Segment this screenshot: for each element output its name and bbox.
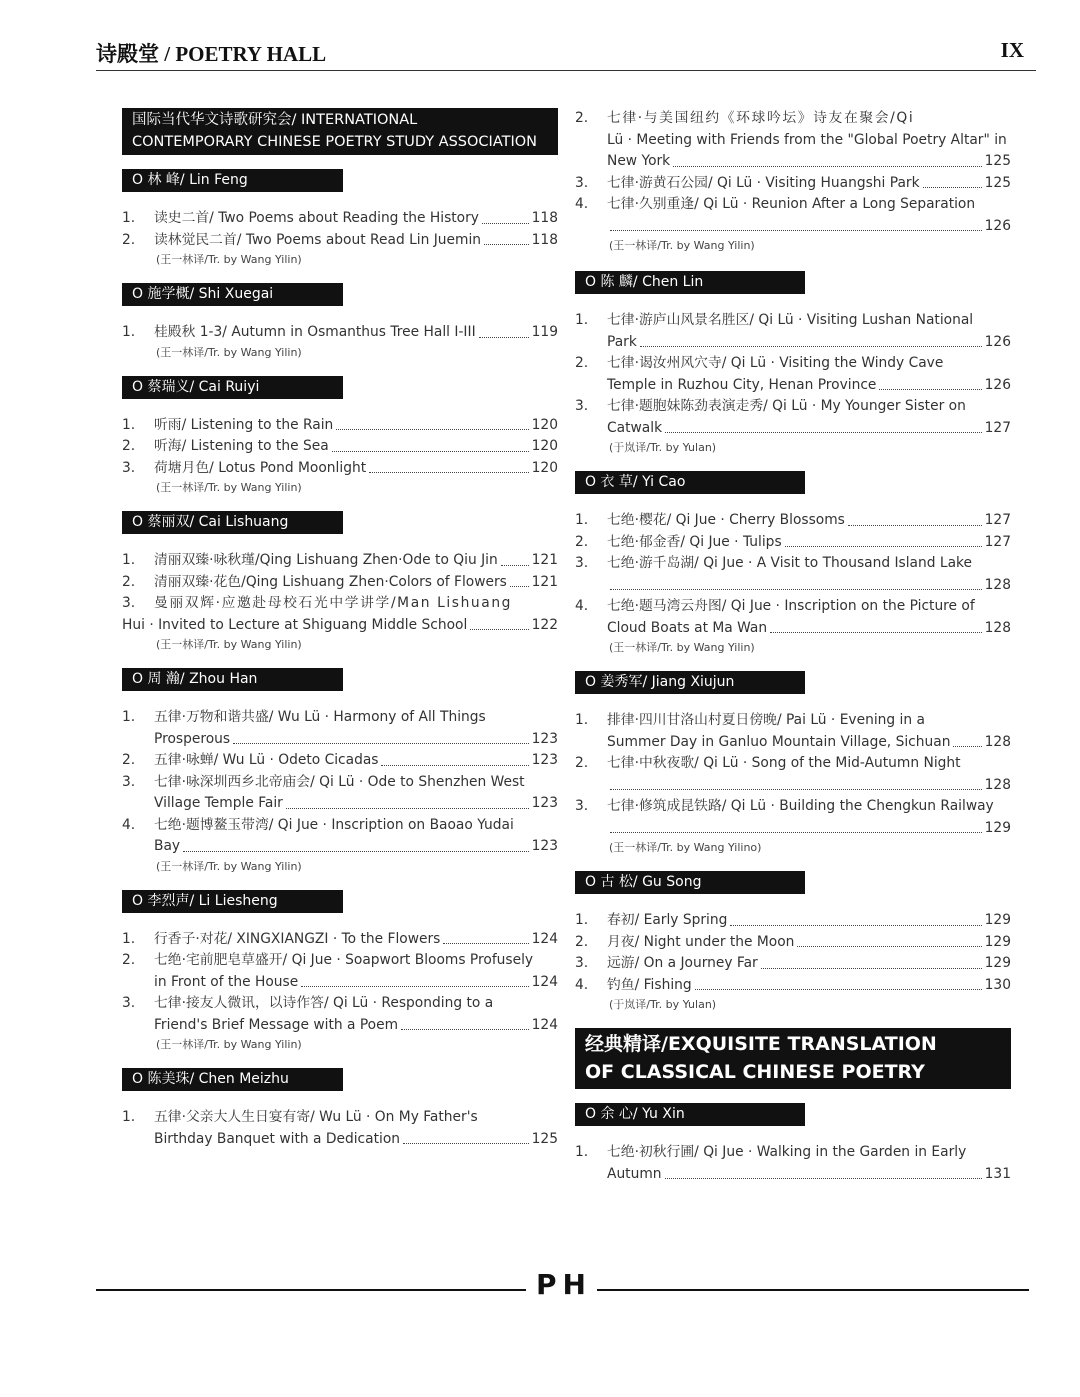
toc-entry[interactable] (575, 353, 1011, 396)
entry-title: 七律·与美国纽约《环球吟坛》诗友在聚会/Qi (607, 110, 915, 126)
dot-leader (510, 586, 529, 587)
entry-number: 4. (575, 598, 589, 614)
toc-entry[interactable] (575, 596, 1011, 639)
toc-entry[interactable] (122, 415, 558, 437)
entry-line (154, 793, 558, 815)
entry-number: 1. (575, 1144, 589, 1160)
entry-number: 4. (575, 976, 589, 993)
entry-number: 3. (575, 174, 589, 191)
translator-credit: (于岚译/Tr. by Yulan) (609, 998, 717, 1011)
entry-page-number: 123 (531, 752, 558, 768)
toc-entry[interactable] (122, 550, 558, 572)
entry-number: 2. (122, 573, 136, 590)
entry-line (607, 796, 1011, 818)
dot-leader (470, 629, 528, 630)
entry-number: 2. (122, 231, 136, 248)
entry-title: Prosperous (154, 730, 231, 747)
translator-credit: (王一林译/Tr. by Wang Yilin) (156, 638, 302, 651)
author-section (122, 283, 558, 362)
entry-line (607, 818, 1011, 840)
entry-line (154, 993, 558, 1015)
author-heading: O 李烈声/ Li Liesheng (122, 890, 343, 913)
entry-line (607, 532, 1011, 554)
entry-title: New York (607, 153, 671, 169)
toc-entry[interactable] (122, 322, 558, 344)
entry-title: Friend's Brief Message with a Poem (154, 1016, 399, 1033)
entry-title: Park (607, 333, 637, 350)
entry-title: 七律·游庐山风景名胜区/ Qi Lü · Visiting Lushan National (607, 312, 974, 328)
entry-line (154, 772, 558, 794)
toc-entry[interactable] (122, 1107, 558, 1150)
toc-entry[interactable] (122, 950, 558, 993)
author-heading: O 周 瀚/ Zhou Han (122, 668, 343, 691)
entry-number: 2. (575, 933, 589, 950)
header-rule (96, 70, 1036, 71)
entry-title: 七律·修筑成昆铁路/ Qi Lü · Building the Chengkun Railway (607, 798, 994, 814)
entry-title: in Front of the House (154, 973, 299, 990)
translator-credit: (于岚译/Tr. by Yulan) (609, 441, 717, 454)
entry-number: 2. (122, 438, 136, 454)
entry-line (607, 575, 1011, 597)
author-heading: O 陈 麟/ Chen Lin (575, 271, 805, 294)
entry-line (607, 194, 1011, 216)
entry-title: Birthday Banquet with a Dedication (154, 1130, 401, 1147)
entry-page-number: 126 (984, 217, 1011, 234)
entry-number: 2. (122, 952, 136, 968)
entry-line (154, 1107, 558, 1129)
entry-title: 七律·游黄石公园/ Qi Lü · Visiting Huangshi Park (607, 174, 920, 191)
author-section (122, 890, 558, 1055)
entry-line (154, 572, 558, 594)
entry-number: 3. (122, 459, 136, 476)
entry-line (607, 932, 1011, 954)
entry-title: 七律·咏深圳西乡北帝庙会/ Qi Lü · Ode to Shenzhen West (154, 773, 525, 790)
dot-leader (879, 389, 981, 390)
entry-title: 七绝·题博鳌玉带湾/ Qi Jue · Inscription on Baoao Yudai (154, 816, 514, 833)
entry-line (154, 458, 558, 480)
dot-leader (301, 986, 528, 987)
dot-leader (761, 968, 982, 969)
entry-page-number: 128 (984, 733, 1011, 750)
right-last-section (575, 1103, 1011, 1185)
dot-leader (665, 432, 982, 433)
dot-leader (443, 943, 528, 944)
toc-entry[interactable] (575, 396, 1011, 439)
dot-leader (770, 632, 982, 633)
toc-entry[interactable] (122, 458, 558, 480)
toc-entry[interactable] (575, 310, 1011, 353)
entry-line (154, 436, 558, 458)
classical-translation-banner (575, 1028, 1011, 1089)
entry-number: 3. (122, 995, 136, 1011)
dot-leader (183, 851, 529, 852)
entry-line (154, 322, 558, 344)
entry-number: 1. (122, 930, 136, 947)
entry-page-number: 130 (984, 976, 1011, 993)
entry-line (607, 596, 1011, 618)
entry-number: 3. (575, 955, 589, 971)
left-column (122, 108, 558, 1150)
dot-leader (610, 789, 982, 790)
dot-leader (484, 244, 529, 245)
entry-title: Cloud Boats at Ma Wan (607, 619, 768, 636)
entry-page-number: 124 (531, 930, 558, 947)
dot-leader (401, 1029, 529, 1030)
entry-page-number: 129 (984, 819, 1011, 836)
entry-line (154, 208, 558, 230)
entry-line (607, 1164, 1011, 1186)
entry-title: 五律·父亲大人生日宴有寄/ Wu Lü · On My Father's (154, 1109, 478, 1125)
toc-entry[interactable] (575, 108, 1011, 173)
entry-page-number: 124 (531, 973, 558, 990)
dot-leader (482, 223, 529, 224)
entry-title: 清丽双臻·咏秋瑾/Qing Lishuang Zhen·Ode to Qiu Jin (154, 552, 498, 568)
author-heading: O 蔡丽双/ Cai Lishuang (122, 511, 343, 534)
entry-page-number: 127 (984, 419, 1011, 436)
entry-line (154, 929, 558, 951)
entry-number: 1. (122, 324, 136, 340)
author-heading: O 余 心/ Yu Xin (575, 1103, 805, 1126)
toc-entry[interactable] (575, 510, 1011, 532)
dot-leader (403, 1143, 529, 1144)
toc-entry[interactable] (122, 815, 558, 858)
dot-leader (665, 1178, 982, 1179)
entry-number: 3. (122, 773, 136, 790)
author-heading: O 古 松/ Gu Song (575, 871, 805, 894)
toc-entry[interactable] (575, 173, 1011, 195)
entry-title: 七律·接友人微讯，以诗作答/ Qi Lü · Responding to a (154, 995, 494, 1011)
classical-banner-line: OF CLASSICAL CHINESE POETRY (585, 1061, 925, 1083)
entry-page-number: 128 (984, 576, 1011, 593)
entry-number: 4. (575, 196, 589, 212)
translator-credit: (王一林译/Tr. by Wang Yilin) (609, 641, 755, 654)
entry-title: 钓鱼/ Fishing (607, 976, 692, 993)
page-number: IX (1000, 38, 1024, 62)
entry-line (154, 1015, 558, 1037)
author-section (122, 1068, 558, 1150)
entry-title: 行香子·对花/ XINGXIANGZI · To the Flowers (154, 930, 441, 947)
entry-page-number: 131 (984, 1165, 1011, 1182)
author-section (122, 668, 558, 876)
author-heading: O 衣 草/ Yi Cao (575, 471, 805, 494)
toc-entry[interactable] (122, 572, 558, 594)
entry-page-number: 122 (531, 616, 558, 633)
entry-number: 2. (575, 755, 589, 771)
entry-number: 1. (122, 552, 136, 568)
entry-page-number: 118 (531, 231, 558, 248)
translator-credit: (王一林译/Tr. by Wang Yilin) (156, 859, 302, 873)
entry-title: Temple in Ruzhou City, Henan Province (607, 376, 877, 393)
entry-number: 2. (575, 355, 589, 371)
entry-title: 七律·中秋夜歌/ Qi Lü · Song of the Mid-Autumn Night (607, 755, 961, 771)
entry-number: 3. (575, 555, 589, 571)
translator-credit: (王一林译/Tr. by Wang Yilin) (156, 253, 302, 266)
toc-entry[interactable] (575, 910, 1011, 932)
entry-page-number: 124 (531, 1016, 558, 1033)
entry-number: 3. (575, 398, 589, 414)
entry-title: Lü · Meeting with Friends from the "Global Poetry Altar" in (607, 131, 1007, 148)
toc-entry[interactable] (122, 593, 558, 636)
entry-line (154, 230, 558, 252)
dot-leader (610, 230, 982, 231)
entry-line (607, 953, 1011, 975)
entry-line (607, 710, 1011, 732)
entry-title: 读史二首/ Two Poems about Reading the History (154, 210, 479, 226)
entry-page-number: 123 (531, 795, 558, 811)
dot-leader (640, 346, 982, 347)
author-heading: O 施学概/ Shi Xuegai (122, 283, 343, 306)
entry-number: 1. (122, 709, 136, 725)
author-heading: O 陈美珠/ Chen Meizhu (122, 1068, 343, 1091)
entry-line (607, 108, 1011, 130)
author-section (122, 511, 558, 654)
entry-page-number: 125 (984, 153, 1011, 169)
dot-leader (332, 451, 529, 452)
entry-title: 五律·咏蝉/ Wu Lü · Odeto Cicadas (154, 752, 379, 768)
author-section (122, 376, 558, 498)
translator-credit: (王一林译/Tr. by Wang Yilino) (609, 841, 762, 854)
entry-title: 七律·谒汝州风穴寺/ Qi Lü · Visiting the Windy Cave (607, 355, 944, 371)
association-banner (122, 108, 558, 155)
author-section (575, 471, 1011, 657)
entry-page-number: 128 (984, 776, 1011, 793)
author-section (575, 271, 1011, 457)
author-section (122, 169, 558, 269)
entry-line (607, 130, 1011, 152)
dot-leader (923, 187, 982, 188)
entry-page-number: 120 (531, 416, 558, 433)
entry-page-number: 123 (531, 730, 558, 747)
entry-title: 五律·万物和谐共盛/ Wu Lü · Harmony of All Things (154, 709, 486, 725)
dot-leader (381, 765, 528, 766)
entry-line (154, 415, 558, 437)
toc-entry[interactable] (122, 208, 558, 230)
entry-title: 七绝·初秋行圃/ Qi Jue · Walking in the Garden in Early (607, 1144, 967, 1160)
entry-title: 七律·题胞妹陈劲表演走秀/ Qi Lü · My Younger Sister on (607, 398, 966, 414)
entry-number: 1. (575, 512, 589, 528)
toc-entry[interactable] (122, 707, 558, 750)
toc-entry[interactable] (575, 532, 1011, 554)
entry-title: Village Temple Fair (154, 795, 283, 811)
toc-entry[interactable] (575, 553, 1011, 596)
entry-line (607, 732, 1011, 754)
dot-leader (730, 925, 981, 926)
toc-entry[interactable] (575, 953, 1011, 975)
author-section (575, 671, 1011, 857)
entry-number: 1. (122, 210, 136, 226)
dot-leader (610, 589, 982, 590)
entry-line (607, 173, 1011, 195)
classical-banner-line: 经典精译/EXQUISITE TRANSLATION (585, 1033, 937, 1055)
dot-leader (797, 946, 981, 947)
entry-title: 听海/ Listening to the Sea (154, 438, 329, 454)
entry-page-number: 127 (984, 512, 1011, 528)
entry-line (154, 707, 558, 729)
entry-line (607, 975, 1011, 997)
entry-page-number: 121 (531, 552, 558, 568)
author-section (575, 1103, 1011, 1185)
author-heading: O 姜秀军/ Jiang Xiujun (575, 671, 805, 694)
entry-line (122, 615, 558, 637)
entry-number: 1. (122, 1109, 136, 1125)
entry-page-number: 125 (531, 1130, 558, 1147)
footer-logo-ph: PH (536, 1268, 592, 1301)
entry-line (154, 750, 558, 772)
entry-page-number: 120 (531, 438, 558, 454)
entry-page-number: 120 (531, 459, 558, 476)
entry-line (607, 1142, 1011, 1164)
entry-title: 春初/ Early Spring (607, 912, 728, 928)
toc-entry[interactable] (575, 932, 1011, 954)
entry-title: 七绝·樱花/ Qi Jue · Cherry Blossoms (607, 512, 845, 528)
dot-leader (610, 832, 982, 833)
entry-title: 听雨/ Listening to the Rain (154, 416, 334, 433)
toc-entry[interactable] (122, 929, 558, 951)
entry-page-number: 121 (531, 573, 558, 590)
entry-page-number: 129 (984, 912, 1011, 928)
dot-leader (673, 166, 981, 167)
left-sections (122, 169, 558, 1150)
entry-line (607, 375, 1011, 397)
toc-entry[interactable] (122, 772, 558, 815)
dot-leader (233, 743, 529, 744)
association-banner-line: CONTEMPORARY CHINESE POETRY STUDY ASSOCIATION (132, 134, 538, 150)
entry-title: 荷塘月色/ Lotus Pond Moonlight (154, 459, 367, 476)
entry-line (154, 1129, 558, 1151)
entry-line (154, 972, 558, 994)
entry-page-number: 129 (984, 955, 1011, 971)
dot-leader (501, 565, 529, 566)
toc-entry[interactable] (122, 230, 558, 252)
entry-number: 3. (122, 595, 136, 611)
entry-title: Catwalk (607, 419, 663, 436)
entry-page-number: 125 (984, 174, 1011, 191)
entry-line (154, 815, 558, 837)
entry-number: 2. (575, 110, 589, 126)
entry-line (607, 510, 1011, 532)
entry-line (154, 729, 558, 751)
entry-line (154, 550, 558, 572)
toc-entry[interactable] (575, 194, 1011, 237)
entry-line (607, 618, 1011, 640)
entry-title: Hui · Invited to Lecture at Shiguang Middle School (122, 616, 468, 633)
author-section (575, 871, 1011, 1014)
entry-line (154, 950, 558, 972)
entry-page-number: 127 (984, 533, 1011, 550)
entry-title: Summer Day in Ganluo Mountain Village, Sichuan (607, 733, 951, 750)
entry-title: 读林觉民二首/ Two Poems about Read Lin Juemin (154, 231, 482, 248)
dot-leader (336, 429, 528, 430)
entry-line (607, 332, 1011, 354)
entry-line (154, 836, 558, 858)
author-heading: O 林 峰/ Lin Feng (122, 169, 343, 192)
dot-leader (479, 337, 529, 338)
entry-line (607, 396, 1011, 418)
right-top-continuation (575, 108, 1011, 255)
dot-leader (848, 525, 982, 526)
entry-line (607, 775, 1011, 797)
author-heading: O 蔡瑞义/ Cai Ruiyi (122, 376, 343, 399)
entry-line (607, 310, 1011, 332)
toc-entry[interactable] (122, 993, 558, 1036)
dot-leader (785, 546, 982, 547)
entry-line (607, 553, 1011, 575)
translator-credit: (王一林译/Tr. by Wang Yilin) (609, 239, 755, 252)
entry-number: 2. (575, 533, 589, 550)
toc-entry[interactable] (575, 710, 1011, 753)
association-banner-line: 国际当代华文诗歌研究会/ INTERNATIONAL (132, 112, 418, 128)
dot-leader (286, 808, 529, 809)
toc-entry[interactable] (575, 1142, 1011, 1185)
entry-title: 七绝·游千岛湖/ Qi Jue · A Visit to Thousand Island Lake (607, 555, 973, 571)
dot-leader (695, 989, 982, 990)
entry-title: 远游/ On a Journey Far (607, 955, 758, 971)
right-sections (575, 271, 1011, 1014)
entry-line (607, 910, 1011, 932)
entry-line (607, 753, 1011, 775)
entry-number: 3. (575, 798, 589, 814)
entry-page-number: 128 (984, 619, 1011, 636)
entry-number: 2. (122, 752, 136, 768)
entry-title: 清丽双臻·花色/Qing Lishuang Zhen·Colors of Flowers (154, 573, 507, 590)
entry-number: 4. (122, 816, 136, 833)
entry-title: 七绝·宅前肥皂草盛开/ Qi Jue · Soapwort Blooms Profusely (154, 952, 534, 968)
dot-leader (953, 746, 981, 747)
translator-credit: (王一林译/Tr. by Wang Yilin) (156, 481, 302, 494)
entry-title: 曼丽双辉·应邀赴母校石光中学讲学/Man Lishuang (154, 595, 513, 611)
entry-page-number: 118 (531, 210, 558, 226)
entry-number: 1. (575, 712, 589, 728)
entry-title: 月夜/ Night under the Moon (607, 933, 795, 950)
entry-line (122, 593, 558, 615)
entry-page-number: 126 (984, 376, 1011, 393)
entry-title: 七绝·郁金香/ Qi Jue · Tulips (607, 533, 782, 550)
entry-number: 1. (575, 912, 589, 928)
entry-line (607, 418, 1011, 440)
toc-entry[interactable] (575, 753, 1011, 796)
toc-entry[interactable] (575, 975, 1011, 997)
entry-line (607, 353, 1011, 375)
entry-title: 七律·久别重逢/ Qi Lü · Reunion After a Long Separation (607, 196, 976, 212)
entry-page-number: 119 (531, 324, 558, 340)
toc-entry[interactable] (575, 796, 1011, 839)
entry-line (607, 151, 1011, 173)
translator-credit: (王一林译/Tr. by Wang Yilin) (156, 345, 302, 359)
entry-page-number: 123 (531, 838, 558, 854)
entry-title: Bay (154, 838, 181, 854)
footer-rule-right (597, 1289, 1029, 1291)
footer-rule-left (96, 1289, 526, 1291)
translator-credit: (王一林译/Tr. by Wang Yilin) (156, 1038, 302, 1051)
running-header-title: 诗殿堂 / POETRY HALL (96, 42, 327, 66)
entry-title: 排律·四川甘洛山村夏日傍晚/ Pai Lü · Evening in a (607, 712, 925, 728)
entry-page-number: 126 (984, 333, 1011, 350)
entry-title: 七绝·题马湾云舟图/ Qi Jue · Inscription on the Picture of (607, 598, 975, 614)
entry-title: Autumn (607, 1165, 662, 1182)
entry-number: 1. (575, 312, 589, 328)
toc-entry[interactable] (122, 750, 558, 772)
dot-leader (369, 472, 529, 473)
entry-title: 桂殿秋 1-3/ Autumn in Osmanthus Tree Hall I-III (154, 324, 476, 340)
toc-entry[interactable] (122, 436, 558, 458)
entry-number: 1. (122, 416, 136, 433)
entry-line (607, 216, 1011, 238)
right-column (575, 108, 1011, 1185)
entry-page-number: 129 (984, 933, 1011, 950)
